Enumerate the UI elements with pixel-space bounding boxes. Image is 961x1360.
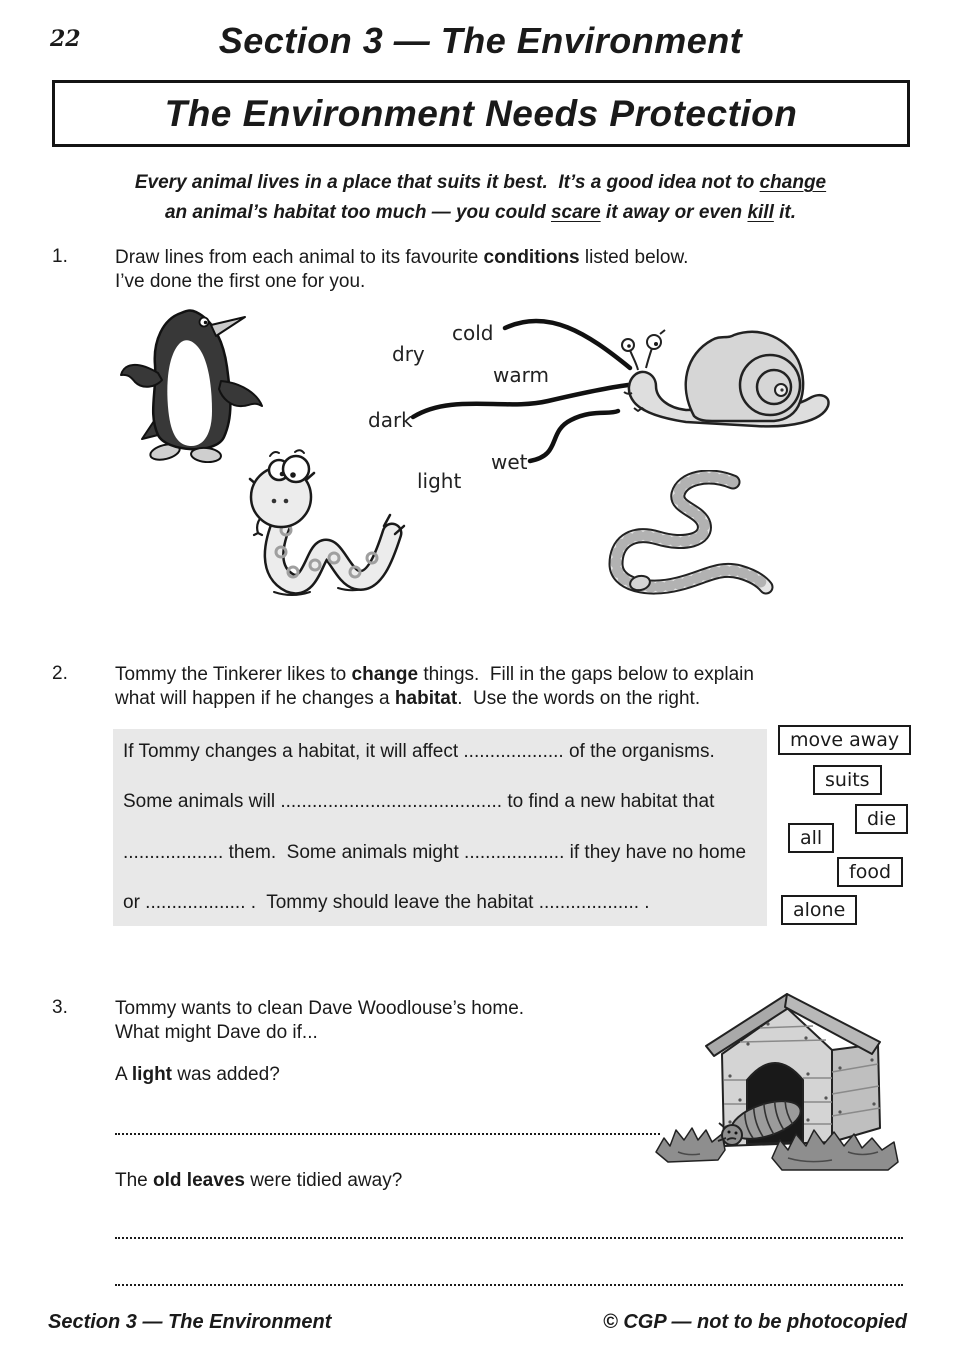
condition-word-cold[interactable]: cold (452, 321, 494, 345)
q3-number: 3. (52, 997, 68, 1018)
q3-subquestion-light: A light was added? (115, 1064, 280, 1085)
gap-fill-box (113, 729, 767, 926)
q2-text-line1: Tommy the Tinkerer likes to change things. Fill in the gaps below to explain (115, 664, 754, 685)
q1-number: 1. (52, 246, 68, 267)
gap-line-1[interactable]: If Tommy changes a habitat, it will affect ................... of the organisms. (123, 741, 715, 762)
q1-text-line2: I’ve done the first one for you. (115, 271, 366, 292)
earthworm-illustration[interactable] (606, 470, 781, 608)
word-chip-food[interactable]: food (837, 857, 903, 887)
condition-word-wet[interactable]: wet (491, 450, 528, 474)
page-number: 22 (50, 26, 81, 52)
answer-line-2[interactable] (115, 1237, 903, 1239)
line-wet-to-snail (530, 411, 618, 461)
q2-number: 2. (52, 663, 68, 684)
kennel-illustration[interactable] (648, 980, 910, 1172)
heading-box (52, 80, 910, 147)
answer-line-3[interactable] (115, 1284, 903, 1286)
word-chip-all[interactable]: all (788, 823, 834, 853)
line-cold-to-snail (505, 321, 630, 368)
intro-line-1: Every animal lives in a place that suits it best. It’s a good idea not to change (134, 172, 827, 193)
condition-word-light[interactable]: light (417, 469, 462, 493)
section-title: Section 3 — The Environment (218, 20, 743, 61)
cartoon-worm-illustration[interactable] (246, 446, 406, 621)
condition-word-dry[interactable]: dry (392, 342, 425, 366)
footer-section-title: Section 3 — The Environment (48, 1311, 332, 1333)
condition-word-warm[interactable]: warm (493, 363, 549, 387)
snail-illustration[interactable] (616, 326, 838, 451)
word-chip-move-away[interactable]: move away (778, 725, 911, 755)
q3-text-line2: What might Dave do if... (115, 1022, 318, 1043)
q1-text-line1: Draw lines from each animal to its favourite conditions listed below. (115, 247, 689, 268)
word-chip-suits[interactable]: suits (813, 765, 882, 795)
penguin-illustration[interactable] (118, 303, 268, 463)
intro-text (0, 168, 961, 228)
leaf-pile-left (656, 1128, 725, 1162)
answer-line-1[interactable] (115, 1133, 660, 1135)
word-chip-alone[interactable]: alone (781, 895, 857, 925)
gap-line-3[interactable]: ................... them. Some animals might ................... if they have no home (123, 842, 747, 863)
q3-text-line1: Tommy wants to clean Dave Woodlouse’s home. (115, 998, 525, 1019)
gap-line-2[interactable]: Some animals will .......................................... to find a new habitat that (123, 791, 715, 812)
q3-subquestion-leaves: The old leaves were tidied away? (115, 1170, 403, 1191)
footer-copyright: © CGP — not to be photocopied (603, 1311, 907, 1333)
word-chip-die[interactable]: die (855, 804, 908, 834)
q2-text-line2: what will happen if he changes a habitat. Use the words on the right. (115, 688, 701, 709)
gap-line-4[interactable]: or ................... . Tommy should leave the habitat ................... . (123, 892, 650, 913)
condition-word-dark[interactable]: dark (368, 408, 413, 432)
page-heading: The Environment Needs Protection (164, 92, 798, 134)
intro-line-2: an animal’s habitat too much — you could scare it away or even kill it. (164, 202, 797, 223)
